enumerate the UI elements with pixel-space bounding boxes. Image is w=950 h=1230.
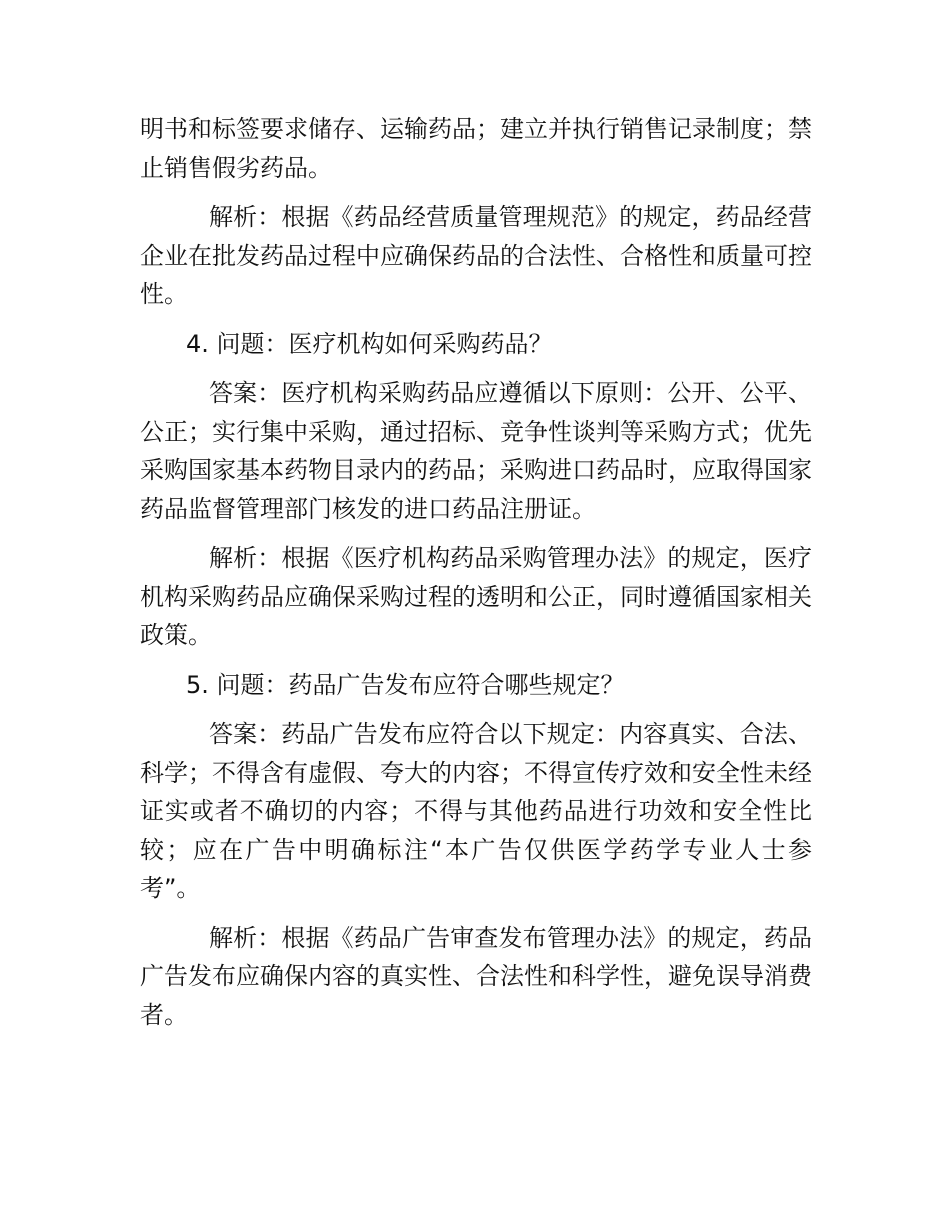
question-5: 5. 问题：药品广告发布应符合哪些规定？ [186, 670, 625, 699]
analysis-4: 解析：根据《医疗机构药品采购管理办法》的规定，医疗机构采购药品应确保采购过程的透明和公正，同时遵循国家相关政策。 [140, 544, 812, 649]
paragraph-continuation: 明书和标签要求储存、运输药品；建立并执行销售记录制度；禁止销售假劣药品。 [140, 115, 812, 182]
question-4: 4. 问题：医疗机构如何采购药品？ [186, 329, 553, 358]
answer-5: 答案：药品广告发布应符合以下规定：内容真实、合法、科学；不得含有虚假、夸大的内容；不得宣传疗效和安全性未经证实或者不确切的内容；不得与其他药品进行功效和安全性比较；应在广告中明确标注“本广告仅供医学药学专业人士参考”。 [140, 720, 812, 902]
analysis-5: 解析：根据《药品广告审查发布管理办法》的规定，药品广告发布应确保内容的真实性、合法性和科学性，避免误导消费者。 [140, 923, 812, 1029]
document-body [140, 110, 812, 1045]
paragraph-analysis: 解析：根据《药品经营质量管理规范》的规定，药品经营企业在批发药品过程中应确保药品的合法性、合格性和质量可控性。 [140, 203, 812, 308]
answer-4: 答案：医疗机构采购药品应遵循以下原则：公开、公平、公正；实行集中采购，通过招标、竞争性谈判等采购方式；优先采购国家基本药物目录内的药品；采购进口药品时，应取得国家药品监督管理部门核发的进口药品注册证。 [140, 379, 812, 523]
